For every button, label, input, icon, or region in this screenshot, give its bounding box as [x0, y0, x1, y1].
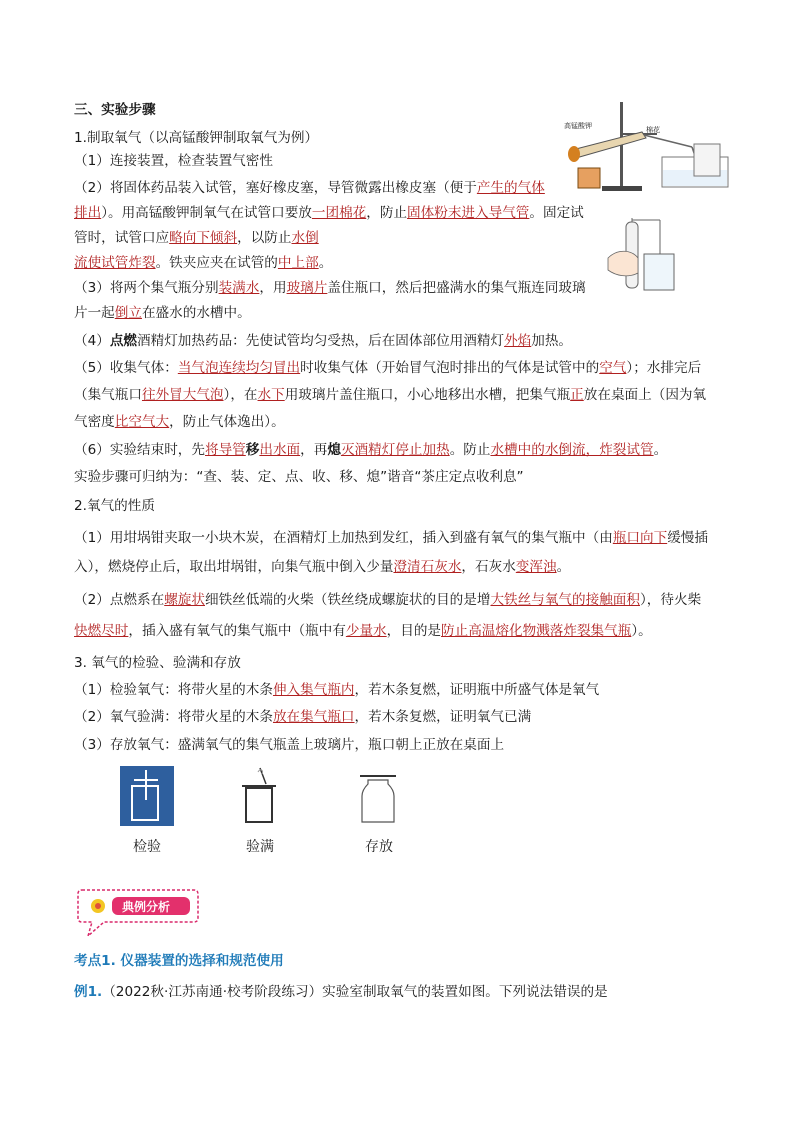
- subsection-title: 3. 氧气的检验、验满和存放: [74, 655, 241, 671]
- paragraph: （3）存放氧气：盛满氧气的集气瓶盖上玻璃片，瓶口朝上正放在桌面上: [74, 737, 505, 753]
- example-analysis-badge: [74, 886, 202, 940]
- paragraph: （1）检验氧气：将带火星的木条伸入集气瓶内，若木条复燃，证明瓶中所盛气体是氧气: [74, 682, 600, 698]
- kaodian-heading: 考点1. 仪器装置的选择和规范使用: [74, 953, 284, 969]
- figure-caption: 存放: [365, 839, 393, 855]
- airtightness-check-figure: [598, 218, 678, 298]
- section-title: 三、实验步骤: [74, 102, 156, 118]
- paragraph: 快燃尽时，插入盛有氧气的集气瓶中（瓶中有少量水，目的是防止高温熔化物溅落炸裂集气瓶）。: [74, 623, 652, 639]
- badge-label: 典例分析: [122, 900, 171, 914]
- paragraph: 片一起倒立在盛水的水槽中。: [74, 305, 251, 321]
- paragraph: （3）将两个集气瓶分别装满水，用玻璃片盖住瓶口，然后把盛满水的集气瓶连同玻璃: [74, 280, 586, 296]
- paragraph: （2）点燃系在螺旋状细铁丝低端的火柴（铁丝绕成螺旋状的目的是增大铁丝与氧气的接触面积），待火柴: [74, 592, 702, 608]
- paragraph: （1）连接装置，检查装置气密性: [74, 153, 273, 169]
- paragraph: （集气瓶口往外冒大气泡），在水下用玻璃片盖住瓶口，小心地移出水槽，把集气瓶正放在桌面上（因为氧: [74, 387, 707, 403]
- example-question: 例1.（2022秋·江苏南通·校考阶段练习）实验室制取氧气的装置如图。下列说法错误的是: [74, 984, 608, 1000]
- oxygen-apparatus-figure: [562, 102, 732, 194]
- paragraph: 排出）。用高锰酸钾制氧气在试管口要放一团棉花，防止固体粉末进入导气管。固定试: [74, 205, 584, 221]
- paragraph: 气密度比空气大，防止气体逸出）。: [74, 414, 285, 430]
- paragraph: 管时，试管口应略向下倾斜，以防止水倒: [74, 230, 319, 246]
- figure-caption: 检验: [133, 839, 161, 855]
- paragraph: （5）收集气体：当气泡连续均匀冒出时收集气体（开始冒气泡时排出的气体是试管中的空气）；水排完后: [74, 360, 702, 376]
- storage-figure: [358, 770, 398, 828]
- paragraph: （2）氧气验满：将带火星的木条放在集气瓶口，若木条复燃，证明氧气已满: [74, 709, 532, 725]
- figure-caption: 验满: [246, 839, 274, 855]
- paragraph: 实验步骤可归纳为：“查、装、定、点、收、移、熄”谐音“茶庄定点收利息”: [74, 469, 524, 485]
- apparatus-label-left: 高锰酸钾: [564, 122, 592, 130]
- check-full-figure: [240, 764, 280, 826]
- paragraph: 入），燃烧停止后，取出坩埚钳，向集气瓶中倒入少量澄清石灰水，石灰水变浑浊。: [74, 559, 571, 575]
- apparatus-label-right: 棉花: [646, 126, 660, 134]
- paragraph: （1）用坩埚钳夹取一小块木炭，在酒精灯上加热到发红，插入到盛有氧气的集气瓶中（由瓶口向下缓慢插: [74, 530, 708, 546]
- paragraph: （6）实验结束时，先将导管移出水面，再熄灭酒精灯停止加热。防止水槽中的水倒流，炸裂试管。: [74, 442, 668, 458]
- paragraph: （4）点燃酒精灯加热药品：先使试管均匀受热，后在固体部位用酒精灯外焰加热。: [74, 333, 573, 349]
- paragraph: 流使试管炸裂。铁夹应夹在试管的中上部。: [74, 255, 333, 271]
- subsection-title: 2.氧气的性质: [74, 498, 155, 514]
- paragraph: （2）将固体药品装入试管，塞好橡皮塞，导管微露出橡皮塞（便于产生的气体: [74, 180, 545, 196]
- subsection-title: 1.制取氧气（以高锰酸钾制取氧气为例）: [74, 130, 319, 146]
- test-oxygen-figure: [120, 766, 174, 826]
